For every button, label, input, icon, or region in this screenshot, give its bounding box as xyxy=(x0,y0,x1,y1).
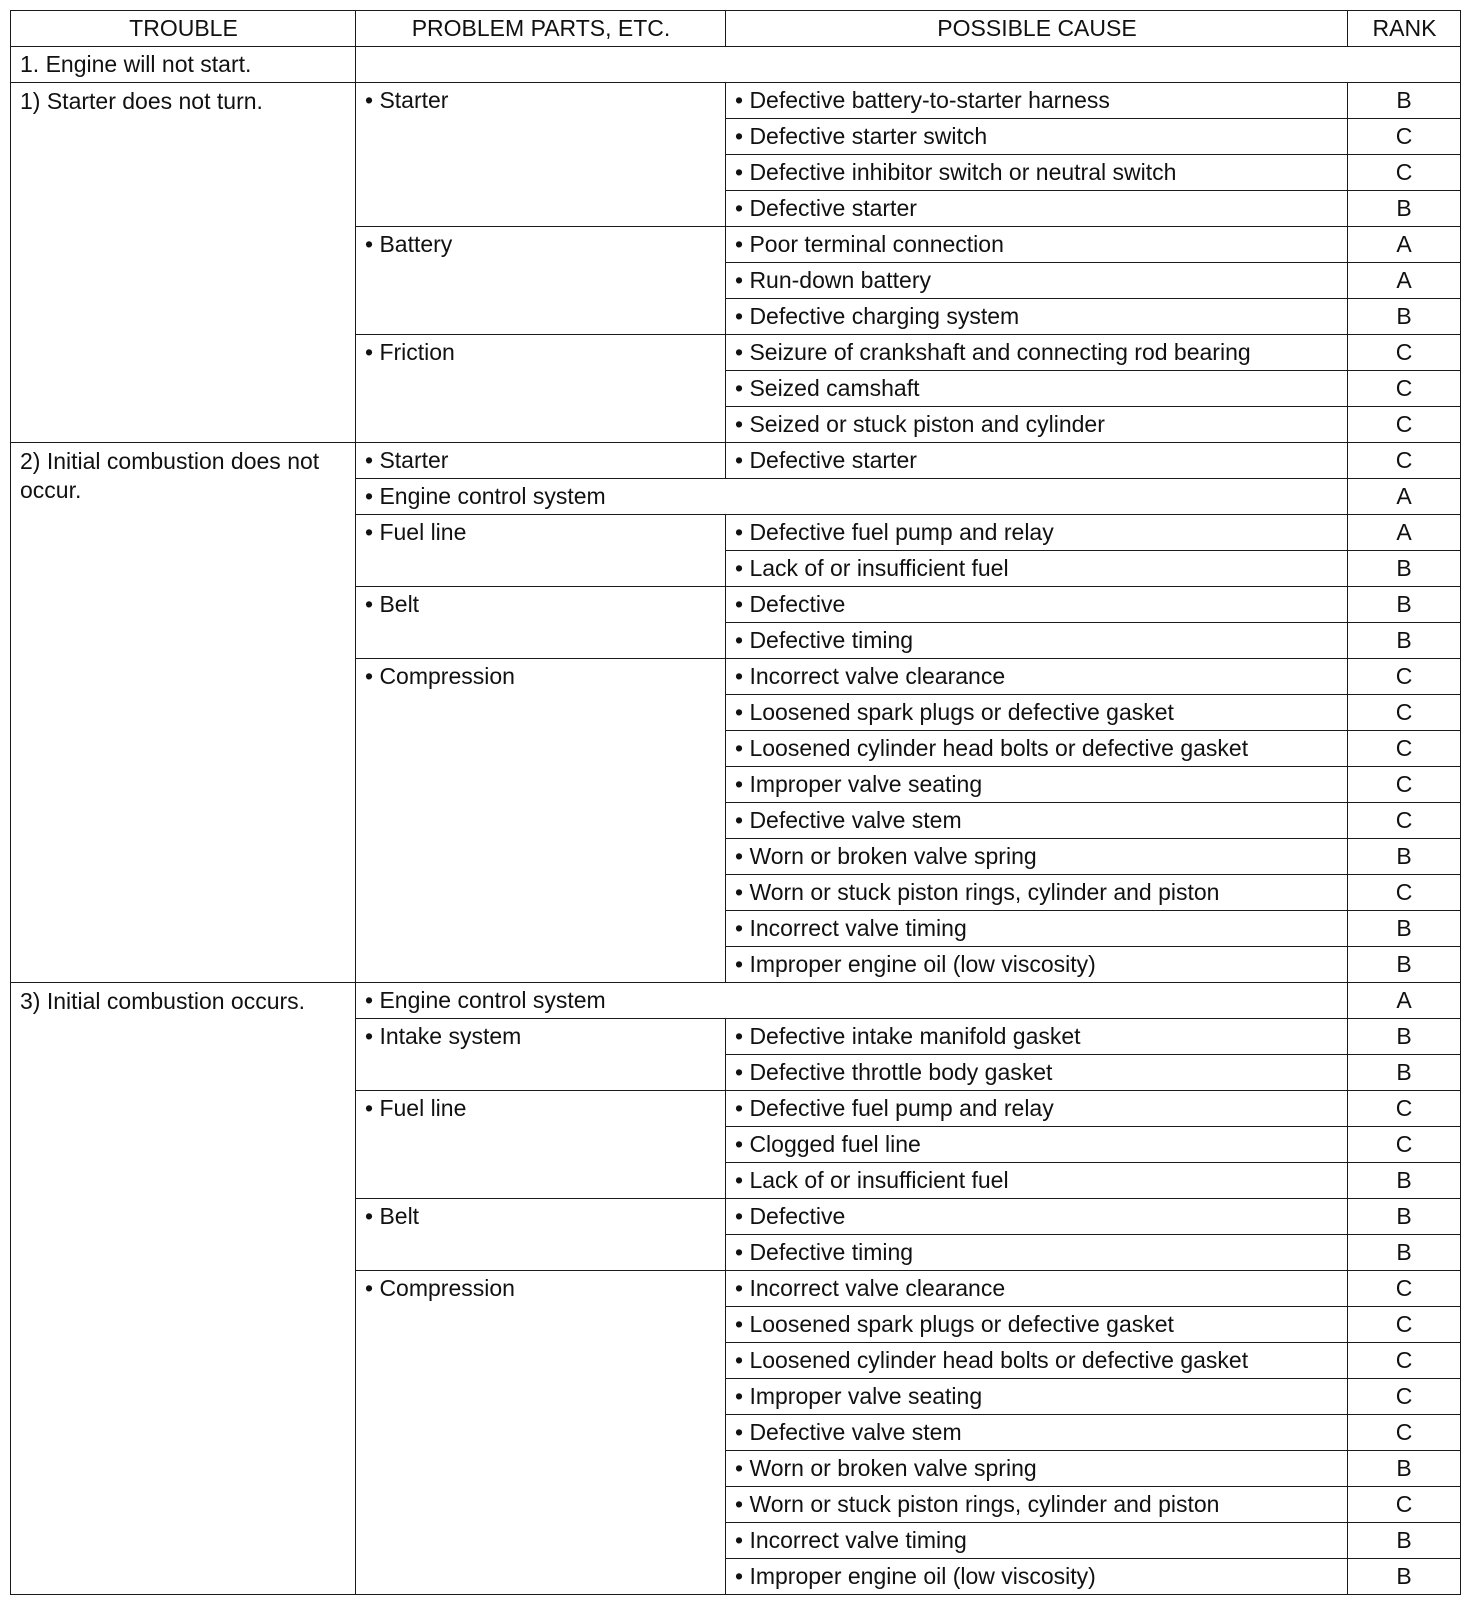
possible-cause-cell: • Worn or stuck piston rings, cylinder and piston xyxy=(726,1487,1348,1523)
problem-part-cell: • Intake system xyxy=(356,1019,726,1091)
possible-cause-cell: • Incorrect valve clearance xyxy=(726,1271,1348,1307)
possible-cause-cell: • Seizure of crankshaft and connecting rod bearing xyxy=(726,335,1348,371)
possible-cause-cell: • Loosened cylinder head bolts or defective gasket xyxy=(726,731,1348,767)
rank-cell: B xyxy=(1348,551,1461,587)
rank-cell: A xyxy=(1348,479,1461,515)
possible-cause-cell: • Incorrect valve timing xyxy=(726,1523,1348,1559)
rank-cell: C xyxy=(1348,1271,1461,1307)
rank-cell: C xyxy=(1348,731,1461,767)
rank-cell: B xyxy=(1348,623,1461,659)
rank-cell: B xyxy=(1348,839,1461,875)
rank-cell: C xyxy=(1348,803,1461,839)
possible-cause-cell: • Lack of or insufficient fuel xyxy=(726,551,1348,587)
possible-cause-cell: • Loosened spark plugs or defective gasket xyxy=(726,1307,1348,1343)
possible-cause-cell: • Incorrect valve clearance xyxy=(726,659,1348,695)
possible-cause-cell: • Improper engine oil (low viscosity) xyxy=(726,1559,1348,1595)
possible-cause-cell: • Defective starter xyxy=(726,443,1348,479)
trouble-cell: 1) Starter does not turn. xyxy=(11,83,356,443)
possible-cause-cell: • Improper engine oil (low viscosity) xyxy=(726,947,1348,983)
problem-part-cell: • Compression xyxy=(356,659,726,983)
possible-cause-cell: • Clogged fuel line xyxy=(726,1127,1348,1163)
header-row xyxy=(11,11,1461,47)
possible-cause-cell: • Seized or stuck piston and cylinder xyxy=(726,407,1348,443)
trouble-cell: 3) Initial combustion occurs. xyxy=(11,983,356,1595)
problem-part-cell: • Compression xyxy=(356,1271,726,1595)
possible-cause-cell: • Defective xyxy=(726,1199,1348,1235)
rank-cell: B xyxy=(1348,587,1461,623)
header-rank: RANK xyxy=(1348,11,1461,47)
rank-cell: C xyxy=(1348,1127,1461,1163)
possible-cause-cell: • Defective timing xyxy=(726,1235,1348,1271)
possible-cause-cell: • Defective intake manifold gasket xyxy=(726,1019,1348,1055)
rank-cell: C xyxy=(1348,1343,1461,1379)
table-row xyxy=(11,983,1461,1019)
possible-cause-cell: • Defective starter switch xyxy=(726,119,1348,155)
table-body xyxy=(11,47,1461,1595)
rank-cell: B xyxy=(1348,1163,1461,1199)
problem-part-cell: • Belt xyxy=(356,587,726,659)
possible-cause-cell: • Defective valve stem xyxy=(726,803,1348,839)
possible-cause-cell: • Loosened cylinder head bolts or defective gasket xyxy=(726,1343,1348,1379)
possible-cause-cell: • Worn or broken valve spring xyxy=(726,839,1348,875)
problem-part-cell: • Friction xyxy=(356,335,726,443)
rank-cell: A xyxy=(1348,983,1461,1019)
possible-cause-cell: • Defective xyxy=(726,587,1348,623)
rank-cell: C xyxy=(1348,767,1461,803)
rank-cell: B xyxy=(1348,1019,1461,1055)
rank-cell: C xyxy=(1348,335,1461,371)
header-problem-parts: PROBLEM PARTS, ETC. xyxy=(356,11,726,47)
rank-cell: A xyxy=(1348,515,1461,551)
table-row xyxy=(11,443,1461,479)
possible-cause-cell: • Defective charging system xyxy=(726,299,1348,335)
rank-cell: C xyxy=(1348,1307,1461,1343)
rank-cell: C xyxy=(1348,119,1461,155)
section-title: 1. Engine will not start. xyxy=(11,47,356,83)
possible-cause-cell: • Worn or broken valve spring xyxy=(726,1451,1348,1487)
problem-part-cell: • Engine control system xyxy=(356,983,1348,1019)
possible-cause-cell: • Seized camshaft xyxy=(726,371,1348,407)
rank-cell: C xyxy=(1348,695,1461,731)
possible-cause-cell: • Defective throttle body gasket xyxy=(726,1055,1348,1091)
rank-cell: B xyxy=(1348,947,1461,983)
possible-cause-cell: • Poor terminal connection xyxy=(726,227,1348,263)
problem-part-cell: • Fuel line xyxy=(356,515,726,587)
problem-part-cell: • Belt xyxy=(356,1199,726,1271)
rank-cell: A xyxy=(1348,263,1461,299)
problem-part-cell: • Starter xyxy=(356,83,726,227)
possible-cause-cell: • Loosened spark plugs or defective gasket xyxy=(726,695,1348,731)
rank-cell: B xyxy=(1348,83,1461,119)
rank-cell: A xyxy=(1348,227,1461,263)
rank-cell: C xyxy=(1348,1091,1461,1127)
rank-cell: C xyxy=(1348,443,1461,479)
problem-part-cell: • Battery xyxy=(356,227,726,335)
rank-cell: B xyxy=(1348,1235,1461,1271)
problem-part-cell: • Engine control system xyxy=(356,479,1348,515)
section-blank-cell xyxy=(356,47,1461,83)
rank-cell: B xyxy=(1348,911,1461,947)
possible-cause-cell: • Defective valve stem xyxy=(726,1415,1348,1451)
rank-cell: C xyxy=(1348,875,1461,911)
possible-cause-cell: • Run-down battery xyxy=(726,263,1348,299)
rank-cell: B xyxy=(1348,1523,1461,1559)
section-row xyxy=(11,47,1461,83)
possible-cause-cell: • Defective fuel pump and relay xyxy=(726,1091,1348,1127)
possible-cause-cell: • Defective timing xyxy=(726,623,1348,659)
possible-cause-cell: • Incorrect valve timing xyxy=(726,911,1348,947)
possible-cause-cell: • Improper valve seating xyxy=(726,1379,1348,1415)
rank-cell: C xyxy=(1348,1415,1461,1451)
rank-cell: B xyxy=(1348,1451,1461,1487)
possible-cause-cell: • Defective inhibitor switch or neutral switch xyxy=(726,155,1348,191)
rank-cell: B xyxy=(1348,299,1461,335)
rank-cell: B xyxy=(1348,1559,1461,1595)
rank-cell: C xyxy=(1348,155,1461,191)
possible-cause-cell: • Improper valve seating xyxy=(726,767,1348,803)
rank-cell: C xyxy=(1348,371,1461,407)
rank-cell: C xyxy=(1348,1487,1461,1523)
possible-cause-cell: • Lack of or insufficient fuel xyxy=(726,1163,1348,1199)
troubleshooting-table xyxy=(10,10,1461,1595)
possible-cause-cell: • Defective starter xyxy=(726,191,1348,227)
rank-cell: B xyxy=(1348,1199,1461,1235)
rank-cell: B xyxy=(1348,1055,1461,1091)
header-possible-cause: POSSIBLE CAUSE xyxy=(726,11,1348,47)
trouble-cell: 2) Initial combustion does not occur. xyxy=(11,443,356,983)
possible-cause-cell: • Defective fuel pump and relay xyxy=(726,515,1348,551)
possible-cause-cell: • Defective battery-to-starter harness xyxy=(726,83,1348,119)
rank-cell: C xyxy=(1348,659,1461,695)
possible-cause-cell: • Worn or stuck piston rings, cylinder and piston xyxy=(726,875,1348,911)
problem-part-cell: • Fuel line xyxy=(356,1091,726,1199)
rank-cell: B xyxy=(1348,191,1461,227)
rank-cell: C xyxy=(1348,407,1461,443)
table-row xyxy=(11,83,1461,119)
problem-part-cell: • Starter xyxy=(356,443,726,479)
rank-cell: C xyxy=(1348,1379,1461,1415)
header-trouble: TROUBLE xyxy=(11,11,356,47)
